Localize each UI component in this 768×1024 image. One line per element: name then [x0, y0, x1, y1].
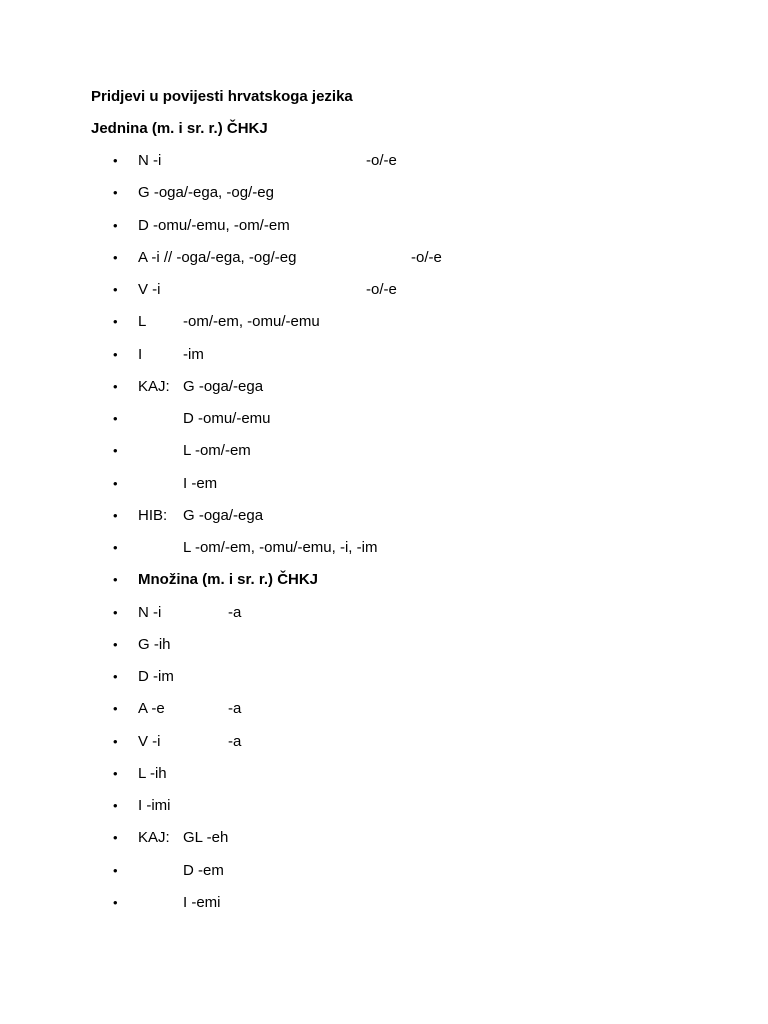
neuter-ending: -a: [228, 732, 242, 750]
document-title: Pridjevi u povijesti hrvatskoga jezika: [91, 88, 353, 105]
list-item: [0, 249, 768, 267]
list-item: [0, 733, 768, 751]
list-item: [0, 894, 768, 912]
ending-text: L -om/-em, -omu/-emu, -i, -im: [183, 539, 378, 556]
list-item: [0, 862, 768, 880]
list-item: [0, 507, 768, 525]
case-label: HIB:: [138, 506, 168, 524]
list-item: [0, 281, 768, 299]
bullet-icon: •: [113, 443, 118, 459]
bullet-icon: •: [113, 540, 118, 555]
bullet-icon: •: [113, 862, 118, 878]
bullet-icon: •: [113, 765, 118, 781]
ending-text: I -emi: [183, 893, 221, 911]
bullet-icon: •: [113, 475, 118, 491]
bullet-icon: •: [113, 314, 118, 330]
section-heading-plural: Množina (m. i sr. r.) ČHKJ: [138, 571, 319, 589]
neuter-ending: -a: [228, 700, 242, 718]
bullet-icon: •: [113, 249, 118, 265]
list-item: [0, 571, 768, 589]
ending-text: GL -eh: [183, 829, 229, 847]
ending-text: I -em: [183, 474, 218, 492]
bullet-icon: •: [113, 411, 118, 426]
case-label: A -i // -oga/-ega, -og/-eg: [138, 248, 297, 266]
bullet-icon: •: [113, 830, 118, 846]
list-item: [0, 410, 768, 428]
bullet-icon: •: [113, 798, 118, 813]
list-item: [0, 765, 768, 783]
ending-text: G -oga/-ega: [183, 506, 264, 524]
bullet-icon: •: [113, 669, 118, 684]
section-heading-singular: Jednina (m. i sr. r.) ČHKJ: [91, 120, 268, 137]
list-item: [0, 217, 768, 235]
neuter-ending: -a: [228, 603, 242, 621]
list-item: [0, 604, 768, 622]
ending-text: G -oga/-ega: [183, 377, 264, 395]
ending-text: -om/-em, -omu/-emu: [183, 313, 320, 331]
list-item: [0, 797, 768, 815]
list-item: [0, 700, 768, 718]
bullet-icon: •: [113, 282, 118, 297]
case-label: D -omu/-emu, -om/-em: [138, 216, 290, 234]
list-item: [0, 378, 768, 396]
neuter-ending: -o/-e: [411, 248, 442, 266]
neuter-ending: -o/-e: [366, 152, 397, 169]
bullet-icon: •: [113, 701, 118, 717]
list-item: [0, 152, 768, 170]
case-label: KAJ:: [138, 829, 170, 847]
case-label: A -e: [138, 700, 165, 718]
bullet-icon: •: [113, 636, 118, 652]
case-label: D -im: [138, 668, 174, 685]
case-label: KAJ:: [138, 377, 170, 395]
case-label: L: [138, 313, 147, 331]
ending-text: L -om/-em: [183, 442, 251, 460]
case-label: N -i: [138, 603, 162, 621]
bullet-icon: •: [113, 346, 118, 362]
case-label: G -oga/-ega, -og/-eg: [138, 184, 274, 202]
ending-text: D -em: [183, 861, 224, 879]
case-label: V -i: [138, 732, 161, 750]
bullet-icon: •: [113, 507, 118, 523]
list-item: [0, 829, 768, 847]
bullet-icon: •: [113, 378, 118, 394]
list-item: [0, 442, 768, 460]
bullet-icon: •: [113, 153, 118, 168]
ending-text: -im: [183, 345, 204, 363]
list-item: [0, 184, 768, 202]
list-item: [0, 539, 768, 557]
case-label: I: [138, 345, 143, 363]
list-item: [0, 636, 768, 654]
bullet-icon: •: [113, 733, 118, 749]
case-label: L -ih: [138, 764, 167, 782]
list-item: [0, 346, 768, 364]
list-item: [0, 668, 768, 686]
bullet-icon: •: [113, 572, 118, 588]
bullet-icon: •: [113, 894, 118, 910]
bullet-icon: •: [113, 185, 118, 201]
list-item: [0, 475, 768, 493]
bullet-icon: •: [113, 217, 118, 233]
neuter-ending: -o/-e: [366, 281, 397, 298]
case-label: V -i: [138, 281, 161, 298]
ending-text: D -omu/-emu: [183, 410, 271, 427]
case-label: I -imi: [138, 797, 171, 814]
list-item: [0, 313, 768, 331]
bullet-icon: •: [113, 604, 118, 620]
case-label: G -ih: [138, 635, 171, 653]
case-label: N -i: [138, 152, 162, 169]
